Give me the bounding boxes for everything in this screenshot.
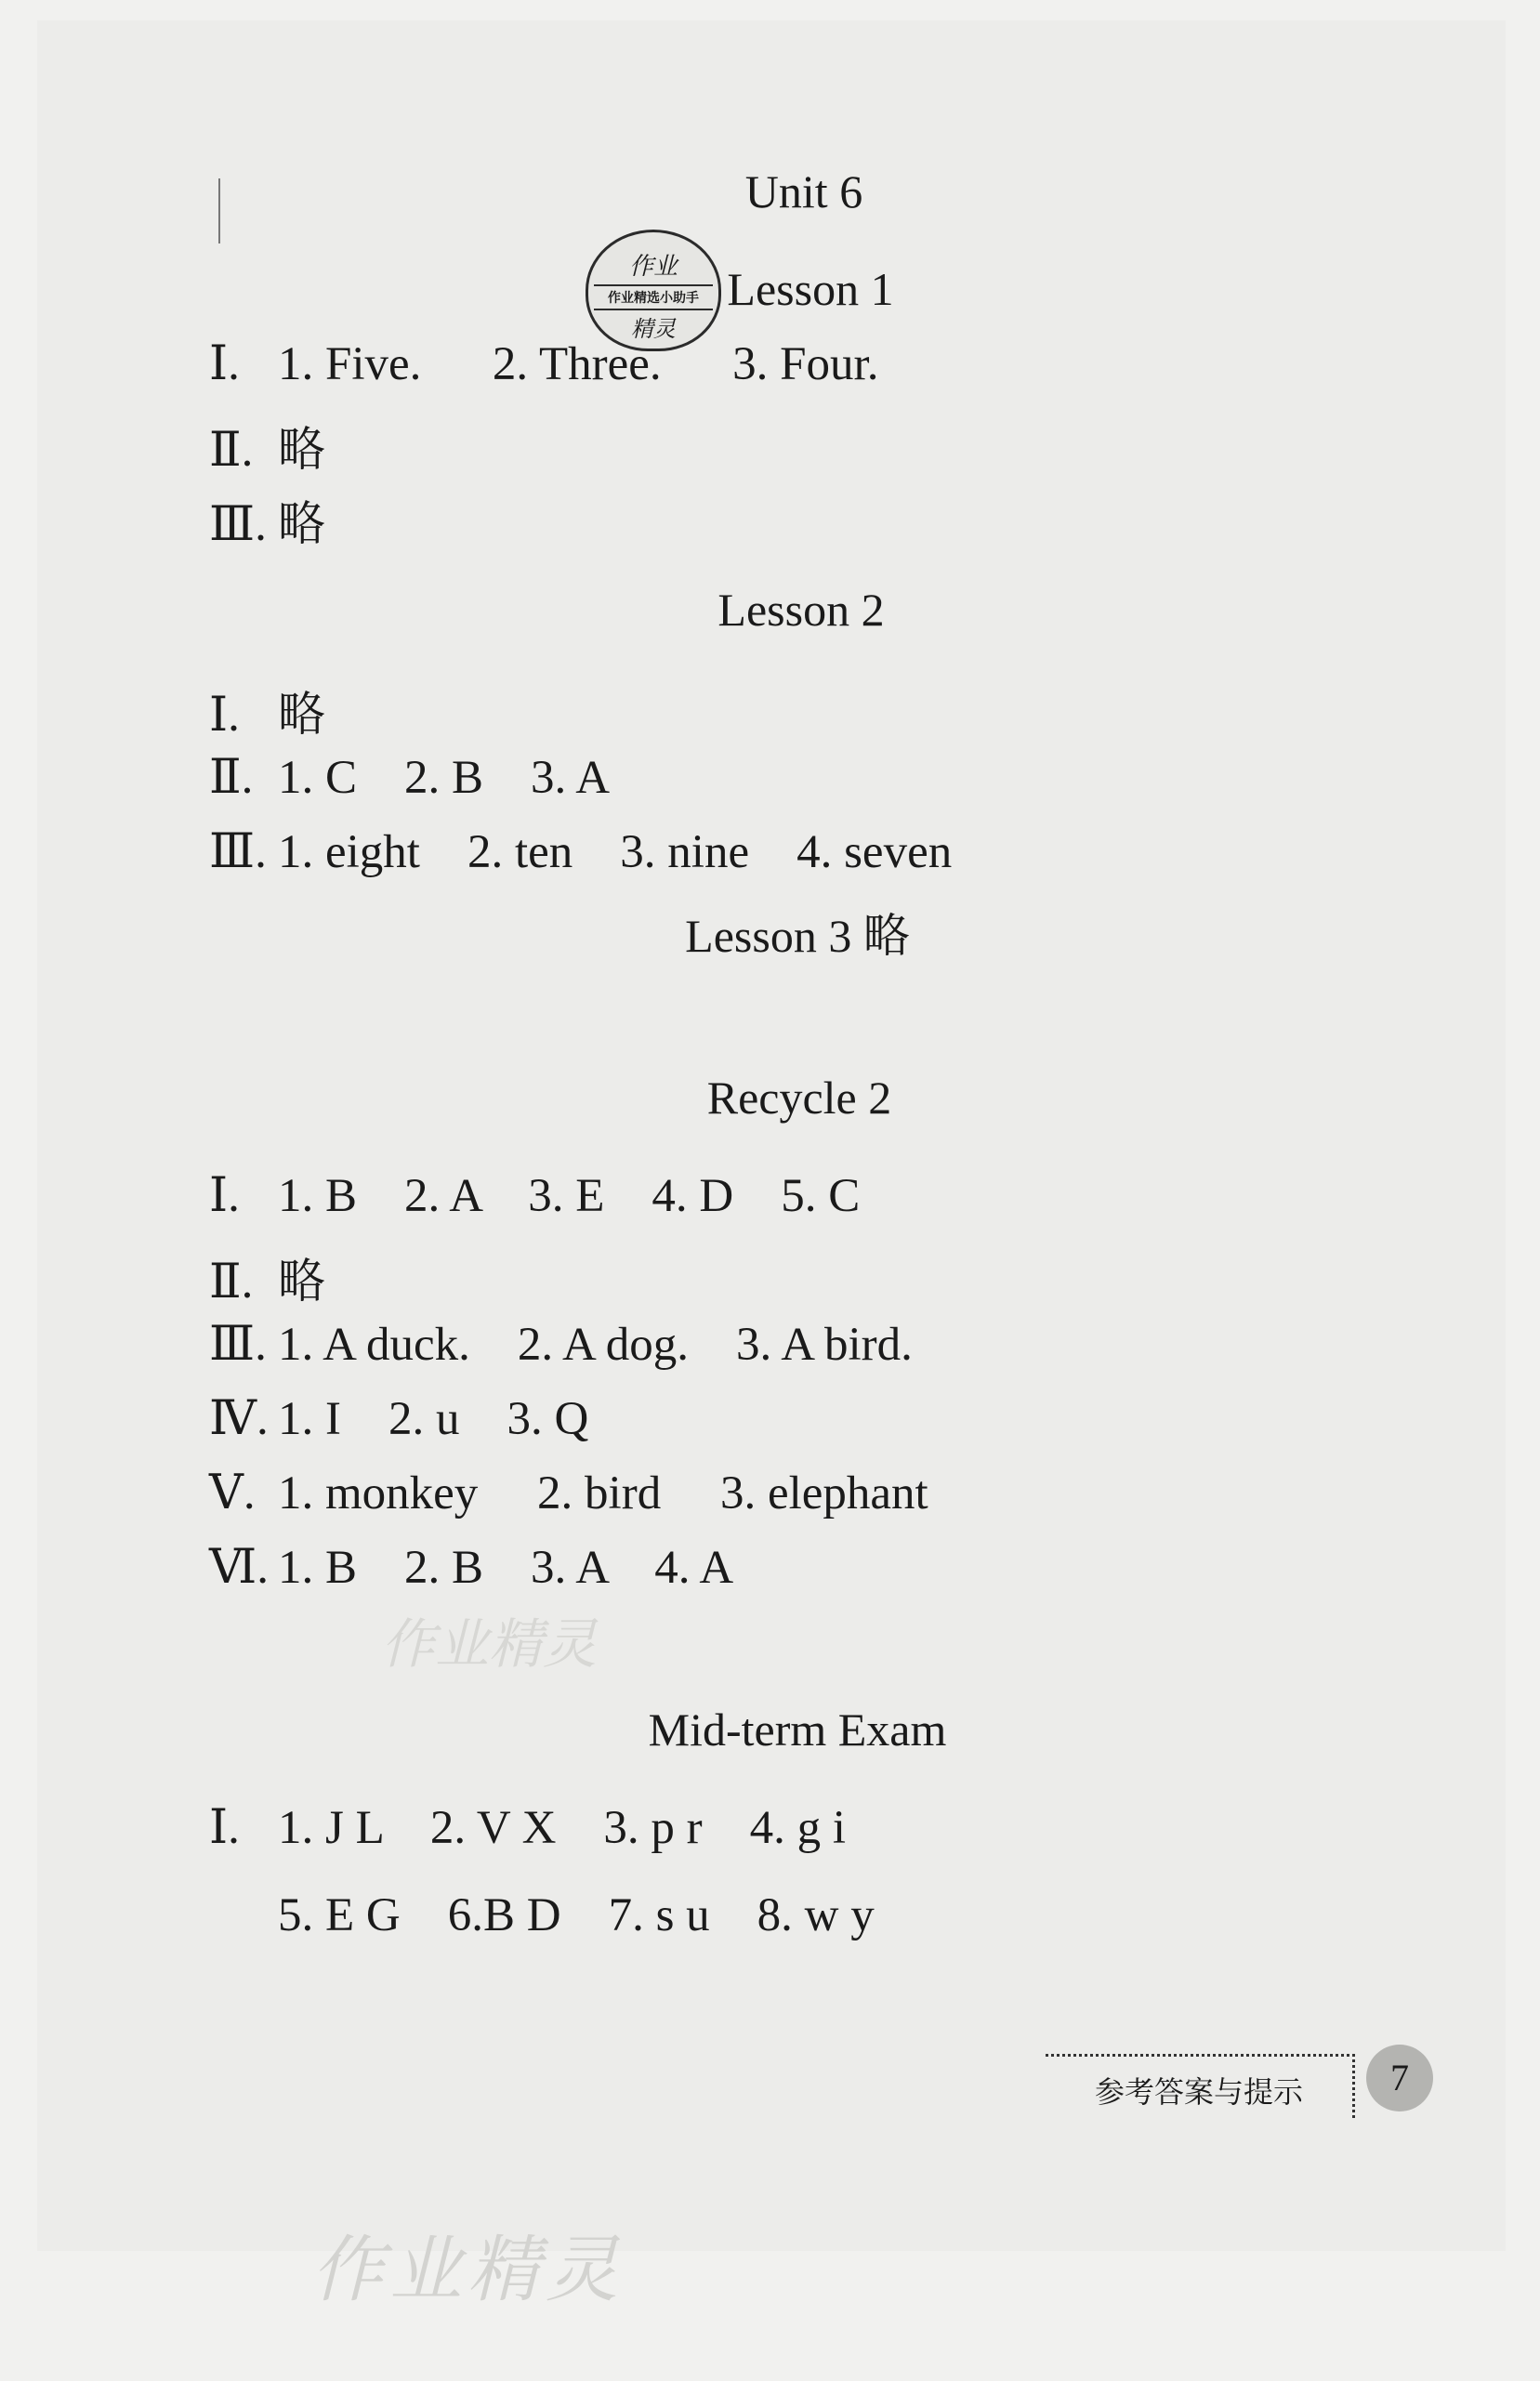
lesson-2-title: Lesson 2 bbox=[717, 584, 885, 636]
unit-title: Unit 6 bbox=[744, 165, 863, 217]
item-answer: 1. I 2. u 3. Q bbox=[278, 1393, 589, 1445]
item-answer: 1. B 2. B 3. A 4. A bbox=[278, 1542, 734, 1594]
stamp-bottom-text: 精灵 bbox=[631, 316, 676, 342]
item-answer: 略 bbox=[278, 499, 326, 551]
item-number: Ⅵ. bbox=[209, 1542, 270, 1594]
recycle-2-item-5 bbox=[209, 1466, 928, 1520]
item-number: Ⅰ. bbox=[209, 690, 240, 742]
item-number: Ⅲ. bbox=[209, 1319, 267, 1371]
recycle-2-item-6 bbox=[209, 1540, 733, 1595]
item-number: Ⅳ. bbox=[209, 1393, 269, 1445]
item-number: Ⅰ. bbox=[209, 1802, 240, 1854]
item-answer: 1. eight 2. ten 3. nine 4. seven bbox=[278, 826, 953, 878]
stamp-top-text: 作业 bbox=[628, 253, 678, 281]
lesson-2-item-3 bbox=[209, 824, 952, 879]
recycle-2-title: Recycle 2 bbox=[706, 1072, 892, 1124]
item-answer: 5. E G 6.B D 7. s u 8. w y bbox=[278, 1889, 875, 1941]
item-answer: 略 bbox=[278, 690, 326, 742]
lesson-3-title: Lesson 3 略 bbox=[685, 910, 910, 962]
item-answer: 1. B 2. A 3. E 4. D 5. C bbox=[278, 1170, 861, 1222]
midterm-item-1 bbox=[209, 1800, 846, 1855]
midterm-title: Mid-term Exam bbox=[648, 1704, 947, 1756]
lesson-1-item-3 bbox=[209, 485, 325, 554]
item-number: Ⅲ. bbox=[209, 499, 267, 551]
item-number: Ⅱ. bbox=[209, 752, 254, 804]
item-answer: 1. J L 2. V X 3. p r 4. g i bbox=[278, 1802, 847, 1854]
page-number: 7 bbox=[1366, 2045, 1433, 2111]
watermark: 作业精灵 bbox=[311, 2229, 625, 2312]
stamp-middle-text: 作业精选小助手 bbox=[594, 284, 713, 310]
lesson-2-item-2 bbox=[209, 750, 610, 805]
item-number: Ⅲ. bbox=[209, 826, 267, 878]
item-number: Ⅴ. bbox=[209, 1467, 256, 1519]
item-answer: 1. Five. 2. Three. 3. Four. bbox=[278, 338, 879, 390]
answer-page bbox=[37, 20, 1506, 2251]
item-answer: 略 bbox=[278, 425, 326, 477]
item-number: Ⅰ. bbox=[209, 338, 240, 390]
margin-mark bbox=[218, 178, 220, 243]
recycle-2-item-3 bbox=[209, 1317, 913, 1372]
item-number: Ⅰ. bbox=[209, 1170, 240, 1222]
item-answer: 1. monkey 2. bird 3. elephant bbox=[278, 1467, 928, 1519]
recycle-2-item-2 bbox=[209, 1243, 325, 1311]
midterm-item-2 bbox=[209, 1888, 875, 1942]
item-number: Ⅱ. bbox=[209, 1256, 254, 1309]
item-answer: 1. C 2. B 3. A bbox=[278, 752, 611, 804]
stamp-logo bbox=[586, 230, 721, 351]
lesson-1-item-1 bbox=[209, 336, 878, 391]
item-answer: 略 bbox=[278, 1256, 326, 1309]
lesson-1-item-2 bbox=[209, 411, 325, 480]
watermark-faint: 作业精灵 bbox=[381, 1612, 598, 1676]
recycle-2-item-1 bbox=[209, 1168, 860, 1223]
lesson-2-item-1 bbox=[209, 676, 325, 744]
item-number: Ⅱ. bbox=[209, 425, 254, 477]
footer-label: 参考答案与提示 bbox=[1046, 2054, 1355, 2118]
recycle-2-item-4 bbox=[209, 1391, 588, 1446]
lesson-1-title: Lesson 1 bbox=[727, 263, 894, 315]
item-answer: 1. A duck. 2. A dog. 3. A bird. bbox=[278, 1319, 913, 1371]
